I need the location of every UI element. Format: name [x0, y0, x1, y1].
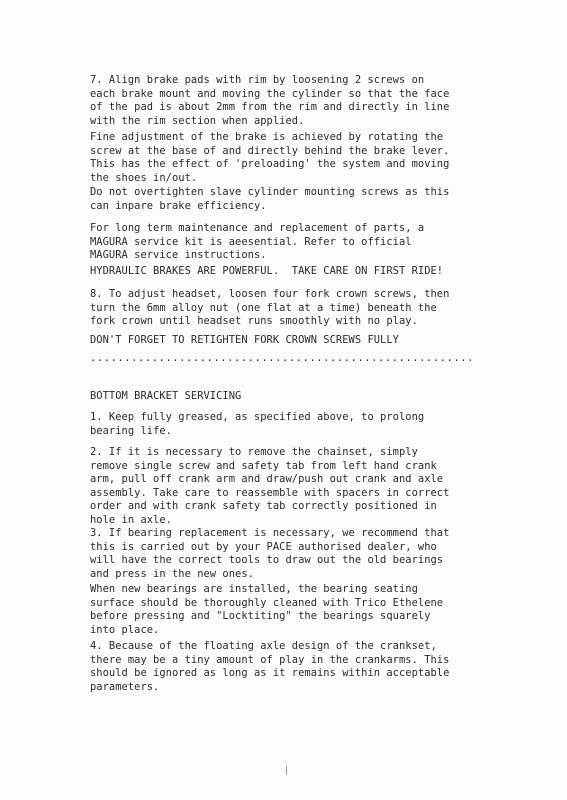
hydraulic-brakes-warning: HYDRAULIC BRAKES ARE POWERFUL. TAKE CARE ON FIRST RIDE! [90, 265, 444, 277]
bearing-install-note: When new bearings are installed, the bearing seating surface should be thoroughly cleaned with Trico Ethelene before pressing and "Locktiting" the bearings squarely into place. [90, 583, 444, 636]
step-8-adjust-headset: 8. To adjust headset, loosen four fork crown screws, then turn the 6mm alloy nut (one flat at a time) beneath the fork crown until headset runs smoothly with no play. [90, 288, 450, 328]
fork-crown-reminder: DON'T FORGET TO RETIGHTEN FORK CROWN SCREWS FULLY [90, 334, 399, 346]
bottom-bracket-heading: BOTTOM BRACKET SERVICING [90, 390, 242, 402]
bb-step-3-bearing-replacement: 3. If bearing replacement is necessary, we recommend that this is carried out by your PACE authorised dealer, who will have the correct tools to draw out the old bearings and press in the new ones. [90, 527, 450, 580]
dotted-separator: ........................................................ [90, 352, 474, 364]
bb-step-4-floating-axle: 4. Because of the floating axle design of the crankset, there may be a tiny amount of play in the crankarms. This should be ignored as long as it remains within acceptable parameters. [90, 640, 450, 693]
magura-service-kit-note: For long term maintenance and replacement of parts, a MAGURA service kit is aeesential. Refer to official MAGURA service instructions. [90, 222, 425, 262]
brake-fine-adjustment: Fine adjustment of the brake is achieved by rotating the screw at the base of and directly behind the brake lever. This has the effect of 'preloading' the system and moving the shoes in/out. [90, 131, 450, 184]
scan-mark [286, 766, 287, 775]
bb-step-1-grease: 1. Keep fully greased, as specified above, to prolong bearing life. [90, 411, 425, 437]
bb-step-2-remove-chainset: 2. If it is necessary to remove the chainset, simply remove single screw and safety tab from left hand crank arm, pull off crank arm and draw/push out crank and axle assembly. Take care to reassemble with spacers in correct order and with crank safety tab correctly positioned in hole in axle. [90, 446, 450, 526]
step-7-align-brake-pads: 7. Align brake pads with rim by loosening 2 screws on each brake mount and moving the cylinder so that the face of the pad is about 2mm from the rim and directly in line with the rim section when applied. [90, 74, 450, 127]
slave-cylinder-warning: Do not overtighten slave cylinder mounting screws as this can inpare brake efficiency. [90, 186, 450, 212]
